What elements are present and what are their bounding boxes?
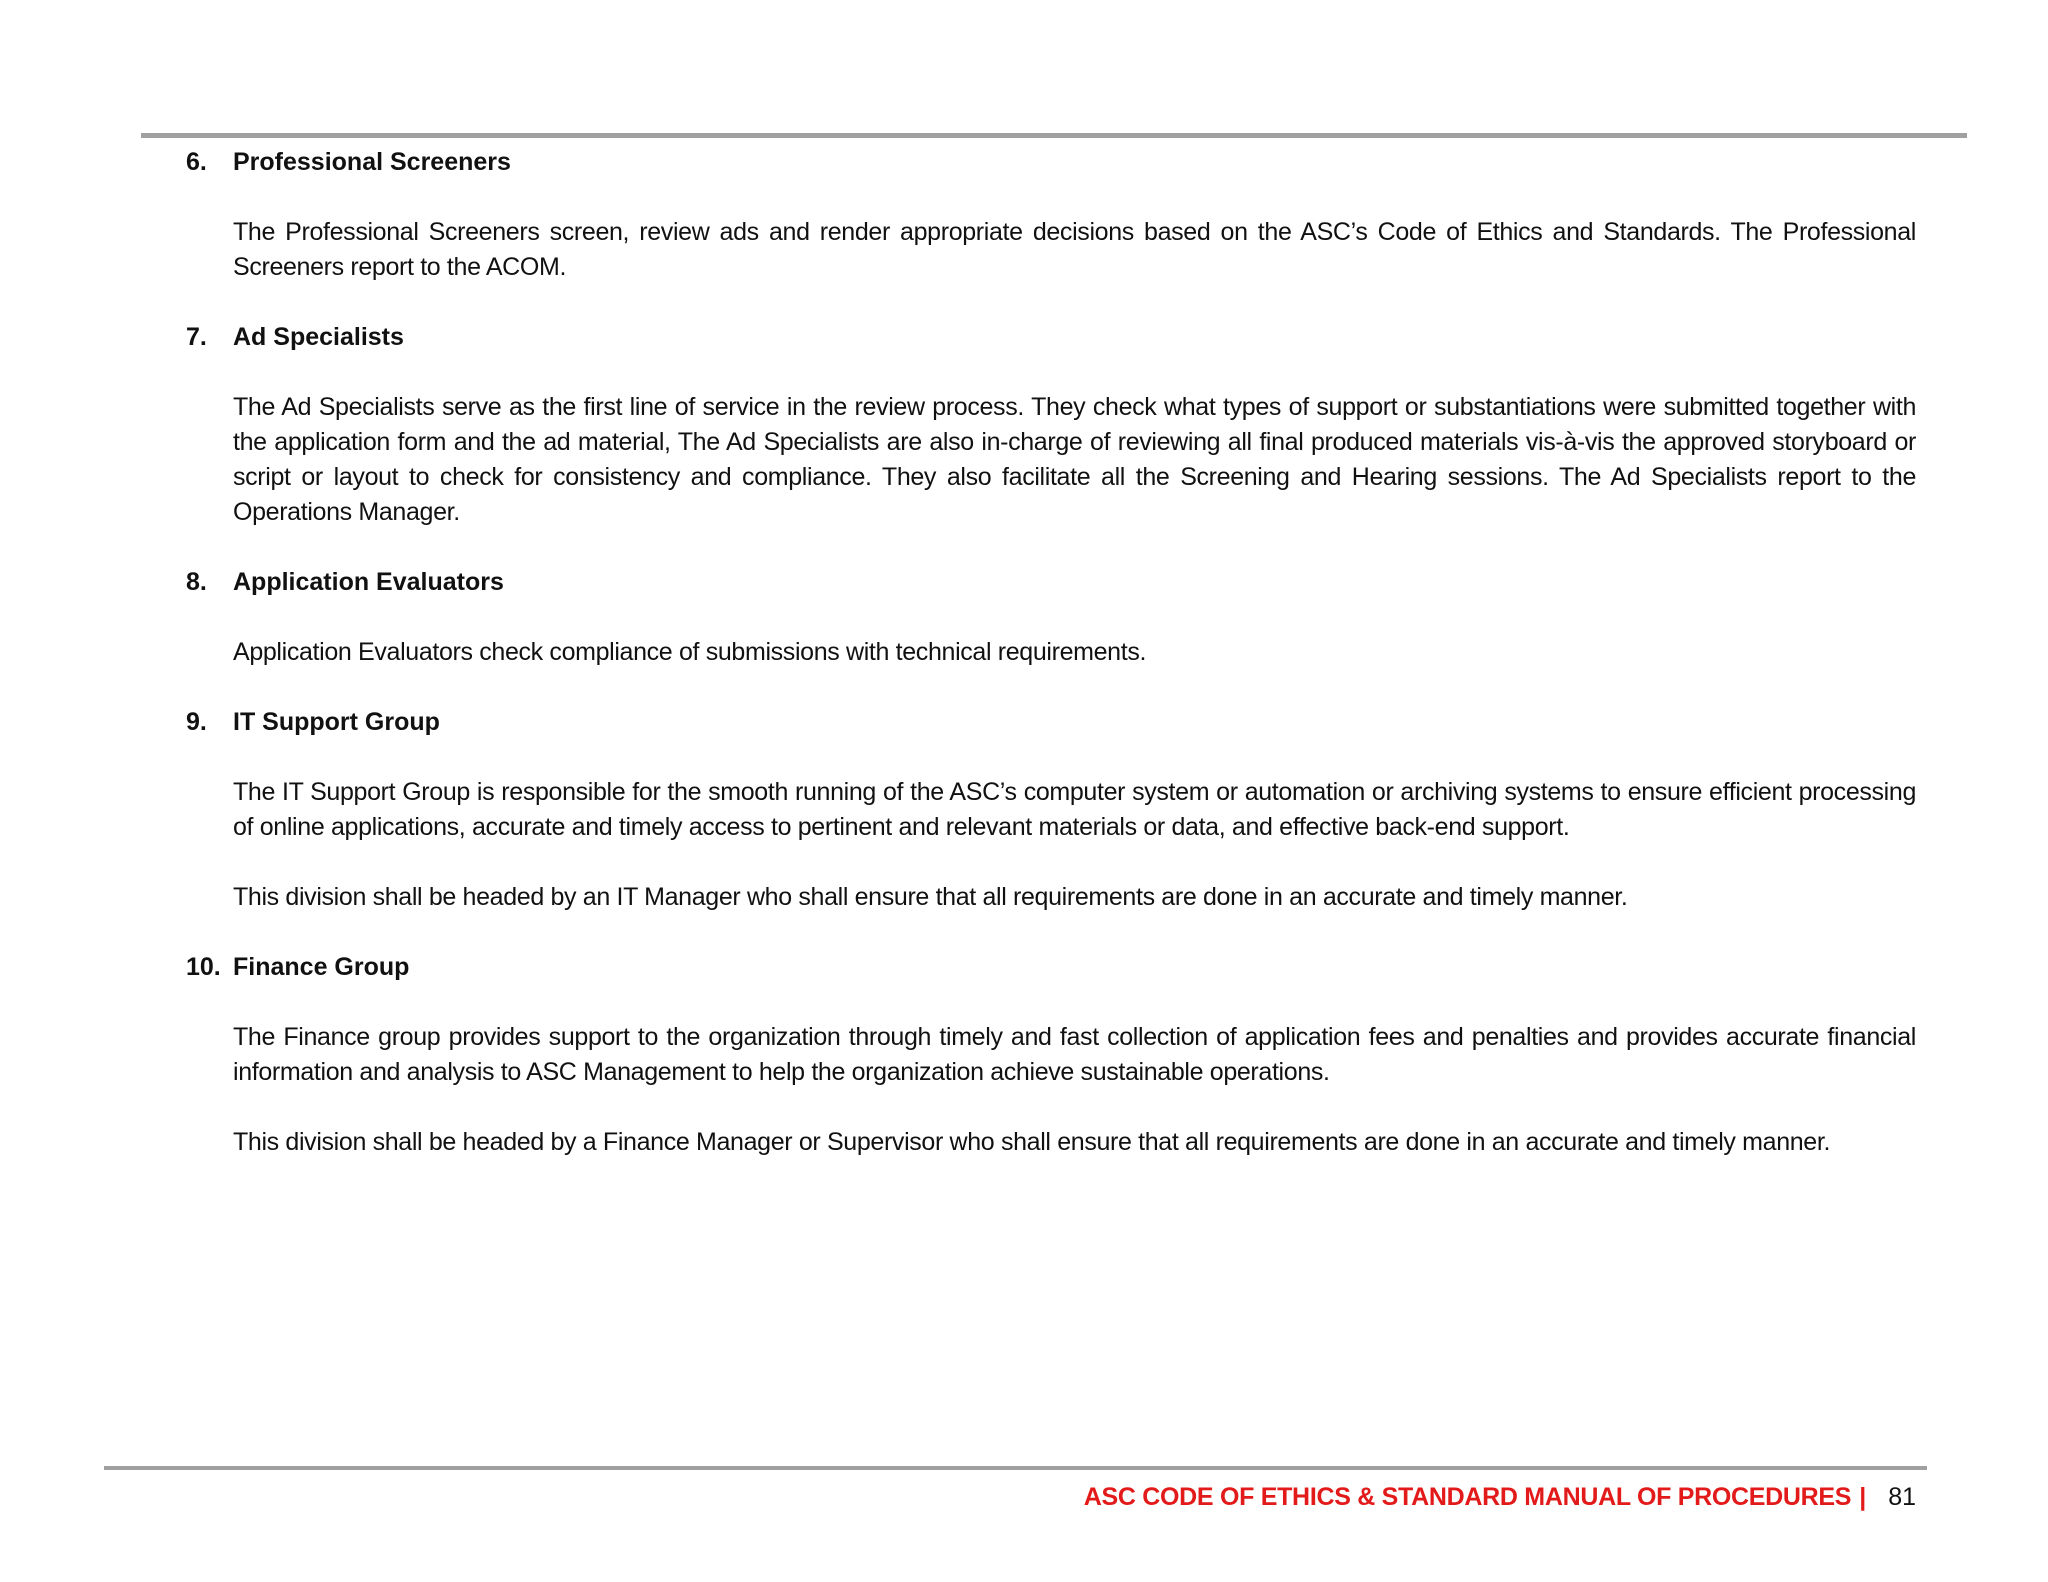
section-heading (186, 145, 1916, 180)
section-ad-specialists (186, 320, 1916, 530)
footer-rule (104, 1466, 1927, 1470)
section-title: IT Support Group (233, 708, 440, 736)
section-finance-group (186, 950, 1916, 1160)
section-paragraph: This division shall be headed by a Finance Manager or Supervisor who shall ensure that all requirements are done in an accurate and timely manner. (233, 1128, 1831, 1156)
document-body (186, 145, 1916, 1195)
section-paragraph: The Finance group provides support to the organization through timely and fast collection of application fees and penalties and provides accurate financial information and analysis to ASC Management to help the organization achieve sustainable operations. (233, 1023, 1916, 1086)
section-application-evaluators (186, 565, 1916, 670)
section-it-support-group (186, 705, 1916, 915)
section-title: Application Evaluators (233, 568, 504, 596)
section-number: 8. (186, 568, 207, 596)
section-paragraph: Application Evaluators check compliance of submissions with technical requirements. (233, 638, 1147, 666)
page-number: 81 (1888, 1483, 1916, 1511)
header-rule (141, 133, 1967, 138)
section-paragraph: The IT Support Group is responsible for the smooth running of the ASC’s computer system or automation or archiving systems to ensure efficient processing of online applications, accurate and timely access to pertinent and relevant materials or data, and effective back-end support. (233, 778, 1916, 841)
section-number: 9. (186, 708, 207, 736)
section-title: Professional Screeners (233, 148, 511, 176)
section-heading (186, 320, 1916, 355)
section-number: 7. (186, 323, 207, 351)
section-paragraph: The Professional Screeners screen, review ads and render appropriate decisions based on the ASC’s Code of Ethics and Standards. The Professional Screeners report to the ACOM. (233, 218, 1916, 281)
section-heading (186, 950, 1916, 985)
page-footer (0, 1480, 1916, 1515)
section-heading (186, 705, 1916, 740)
footer-title: ASC CODE OF ETHICS & STANDARD MANUAL OF PROCEDURES (1083, 1483, 1852, 1511)
section-professional-screeners (186, 145, 1916, 285)
section-number: 10. (186, 953, 221, 981)
section-number: 6. (186, 148, 207, 176)
section-heading (186, 565, 1916, 600)
section-paragraph: This division shall be headed by an IT Manager who shall ensure that all requirements are done in an accurate and timely manner. (233, 883, 1628, 911)
section-paragraph: The Ad Specialists serve as the first line of service in the review process. They check what types of support or substantiations were submitted together with the application form and the ad material, The Ad Specialists are also in-charge of reviewing all final produced materials vis-à-vis the approved storyboard or script or layout to check for consistency and compliance. They also facilitate all the Screening and Hearing sessions. The Ad Specialists report to the Operations Manager. (233, 393, 1916, 526)
section-title: Finance Group (233, 953, 410, 981)
footer-separator: | (1859, 1483, 1867, 1511)
section-title: Ad Specialists (233, 323, 404, 351)
